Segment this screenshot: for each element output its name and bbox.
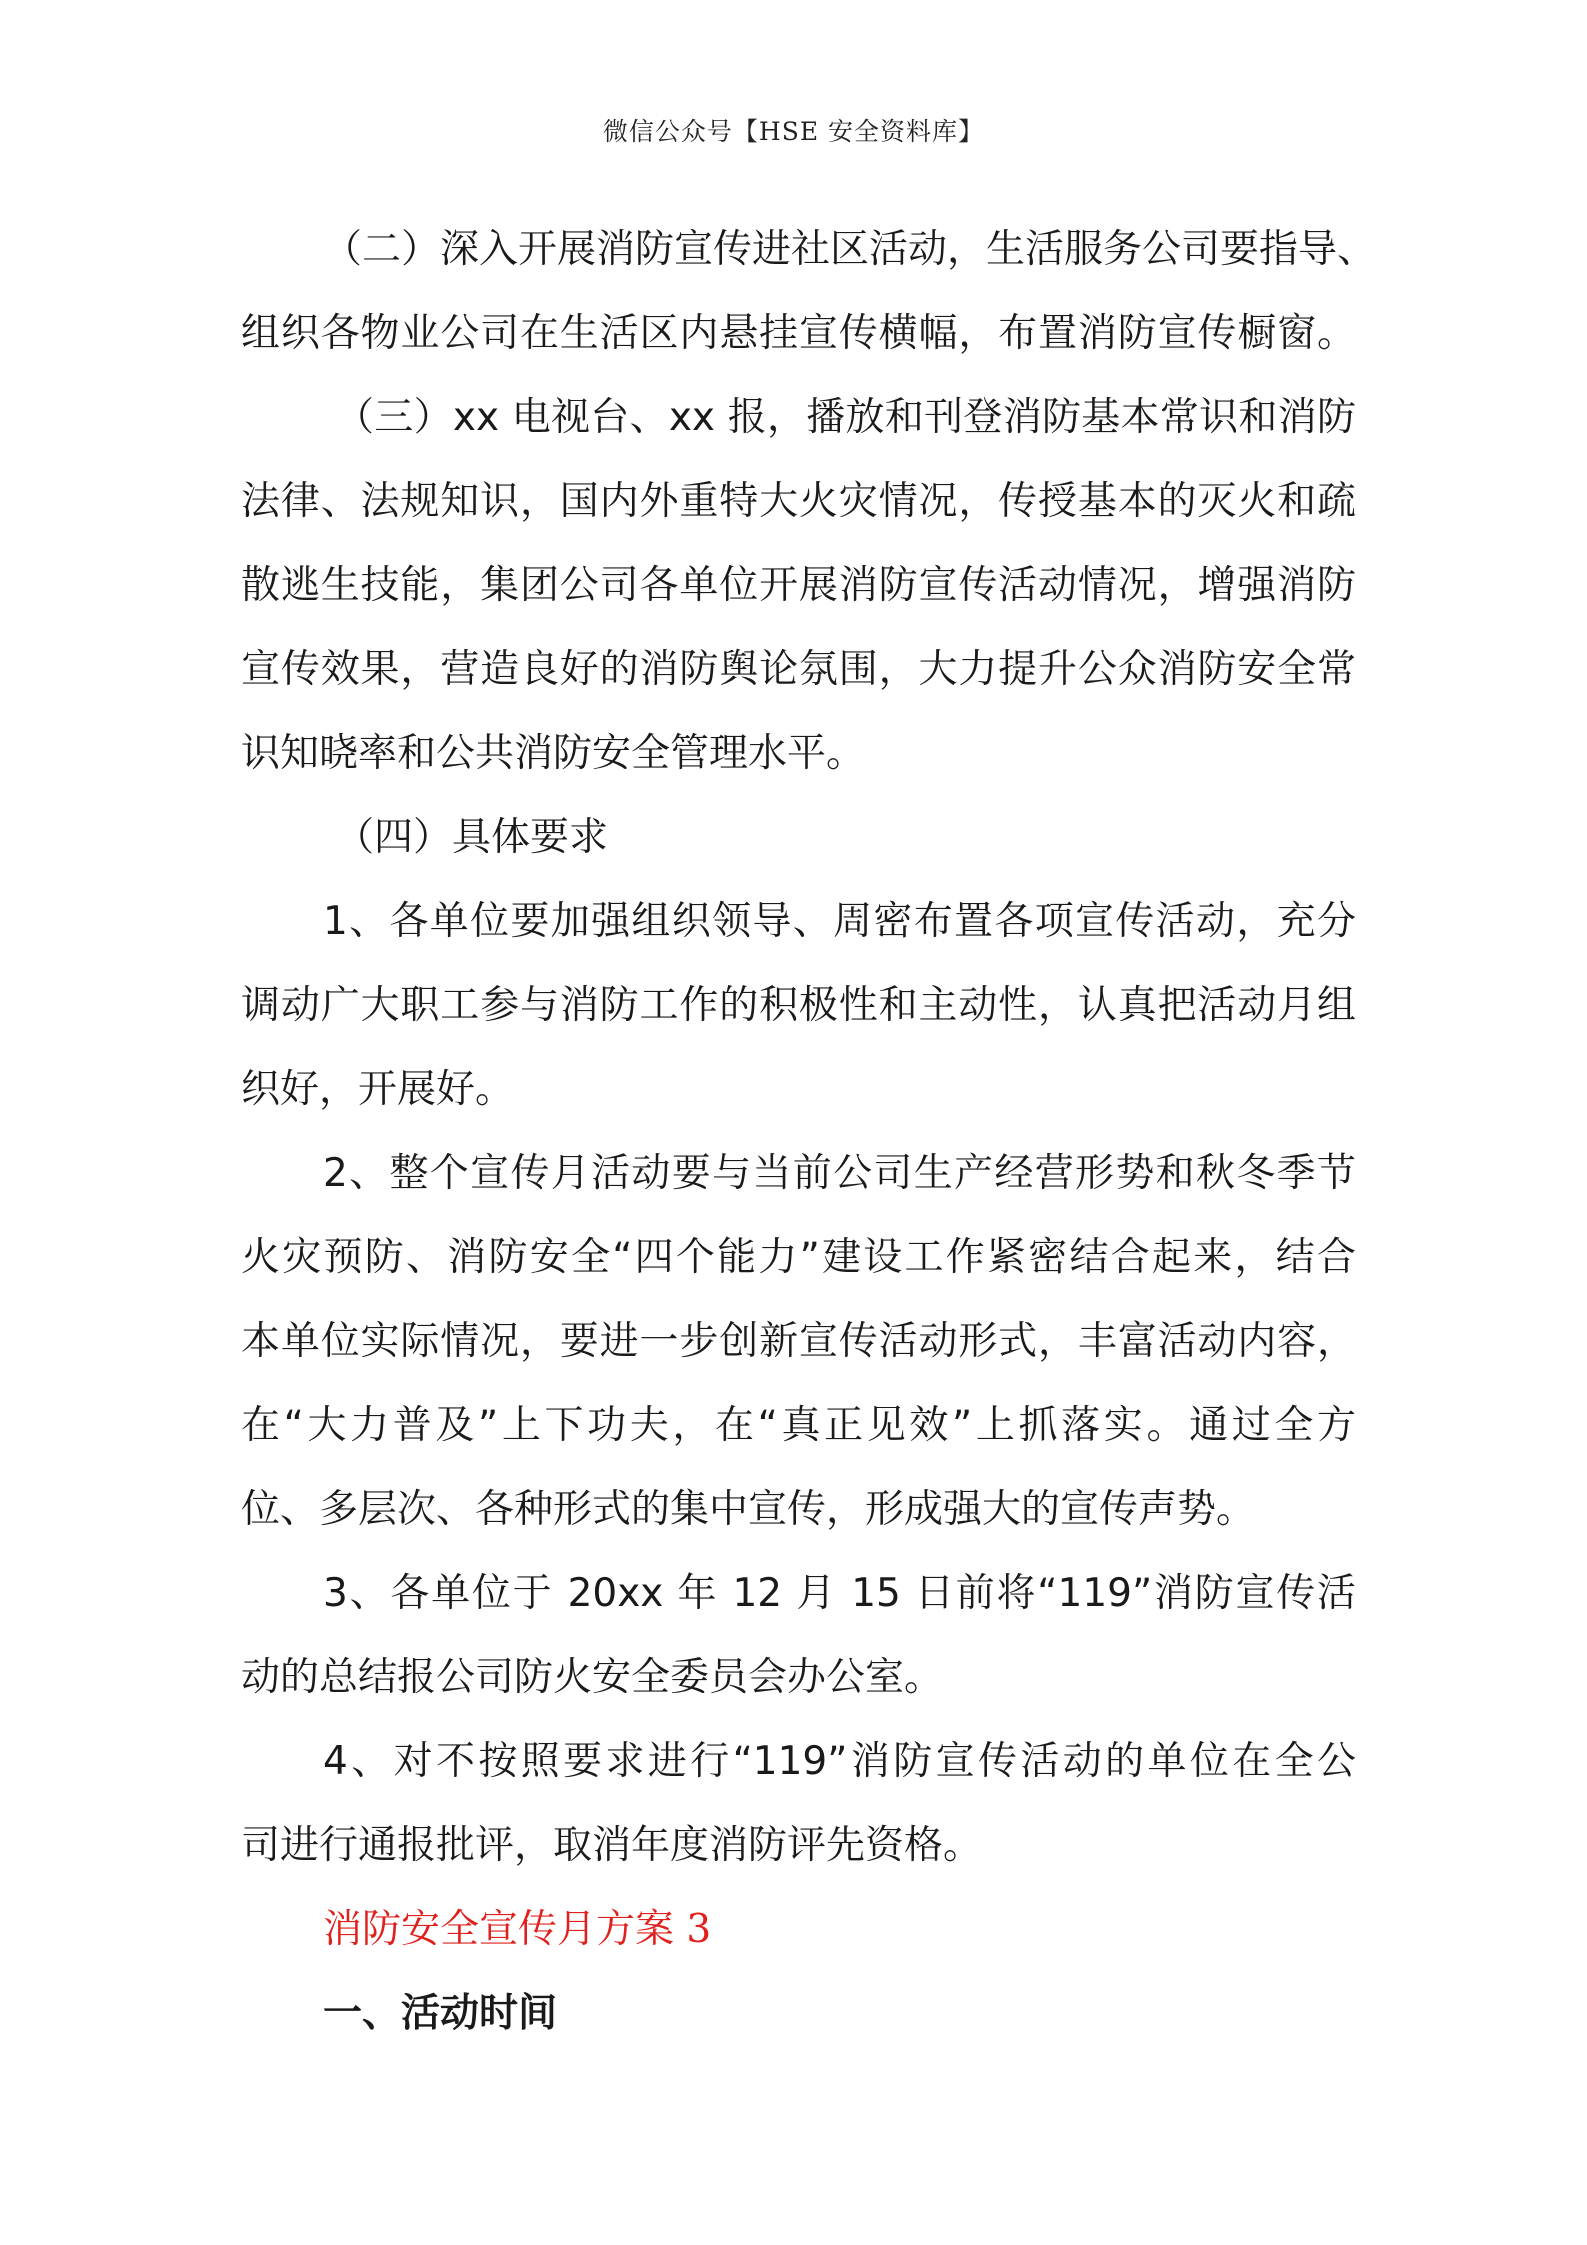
paragraph-line: 识知晓率和公共消防安全管理水平。: [241, 731, 866, 776]
paragraph-line: 4、对不按照要求进行“119”消防宣传活动的单位在全公: [323, 1739, 1356, 1784]
paragraph-line: 本单位实际情况，要进一步创新宣传活动形式，丰富活动内容，: [241, 1319, 1356, 1364]
paragraph-line: 1、各单位要加强组织领导、周密布置各项宣传活动，充分: [323, 899, 1356, 944]
paragraph-line: 火灾预防、消防安全“四个能力”建设工作紧密结合起来，结合: [241, 1235, 1356, 1280]
paragraph-line: 法律、法规知识，国内外重特大火灾情况，传授基本的灭火和疏: [241, 479, 1356, 524]
paragraph-line: 散逃生技能，集团公司各单位开展消防宣传活动情况，增强消防: [241, 563, 1356, 608]
paragraph-line: 织好，开展好。: [241, 1067, 515, 1112]
section-title: 消防安全宣传月方案 3: [323, 1907, 712, 1952]
paragraph-line: （四）具体要求: [335, 815, 609, 860]
paragraph-line: 位、多层次、各种形式的集中宣传，形成强大的宣传声势。: [241, 1487, 1256, 1532]
paragraph-line: 司进行通报批评，取消年度消防评先资格。: [241, 1823, 983, 1868]
paragraph-line: 宣传效果，营造良好的消防舆论氛围，大力提升公众消防安全常: [241, 647, 1356, 692]
paragraph-line: （二）深入开展消防宣传进社区活动，生活服务公司要指导、: [323, 227, 1377, 272]
document-body: [241, 208, 1377, 2056]
page-header: 微信公众号【HSE 安全资料库】: [602, 117, 985, 146]
paragraph-line: 组织各物业公司在生活区内悬挂宣传横幅，布置消防宣传橱窗。: [241, 311, 1356, 356]
section-heading: 一、活动时间: [323, 1991, 558, 2036]
paragraph-line: 在“大力普及”上下功夫，在“真正见效”上抓落实。通过全方: [241, 1403, 1356, 1448]
paragraph-line: 3、各单位于 20xx 年 12 月 15 日前将“119”消防宣传活: [323, 1571, 1356, 1616]
paragraph-line: （三）xx 电视台、xx 报，播放和刊登消防基本常识和消防: [335, 395, 1356, 440]
paragraph-line: 2、整个宣传月活动要与当前公司生产经营形势和秋冬季节: [323, 1151, 1356, 1196]
paragraph-line: 调动广大职工参与消防工作的积极性和主动性，认真把活动月组: [241, 983, 1356, 1028]
paragraph-line: 动的总结报公司防火安全委员会办公室。: [241, 1655, 944, 1700]
